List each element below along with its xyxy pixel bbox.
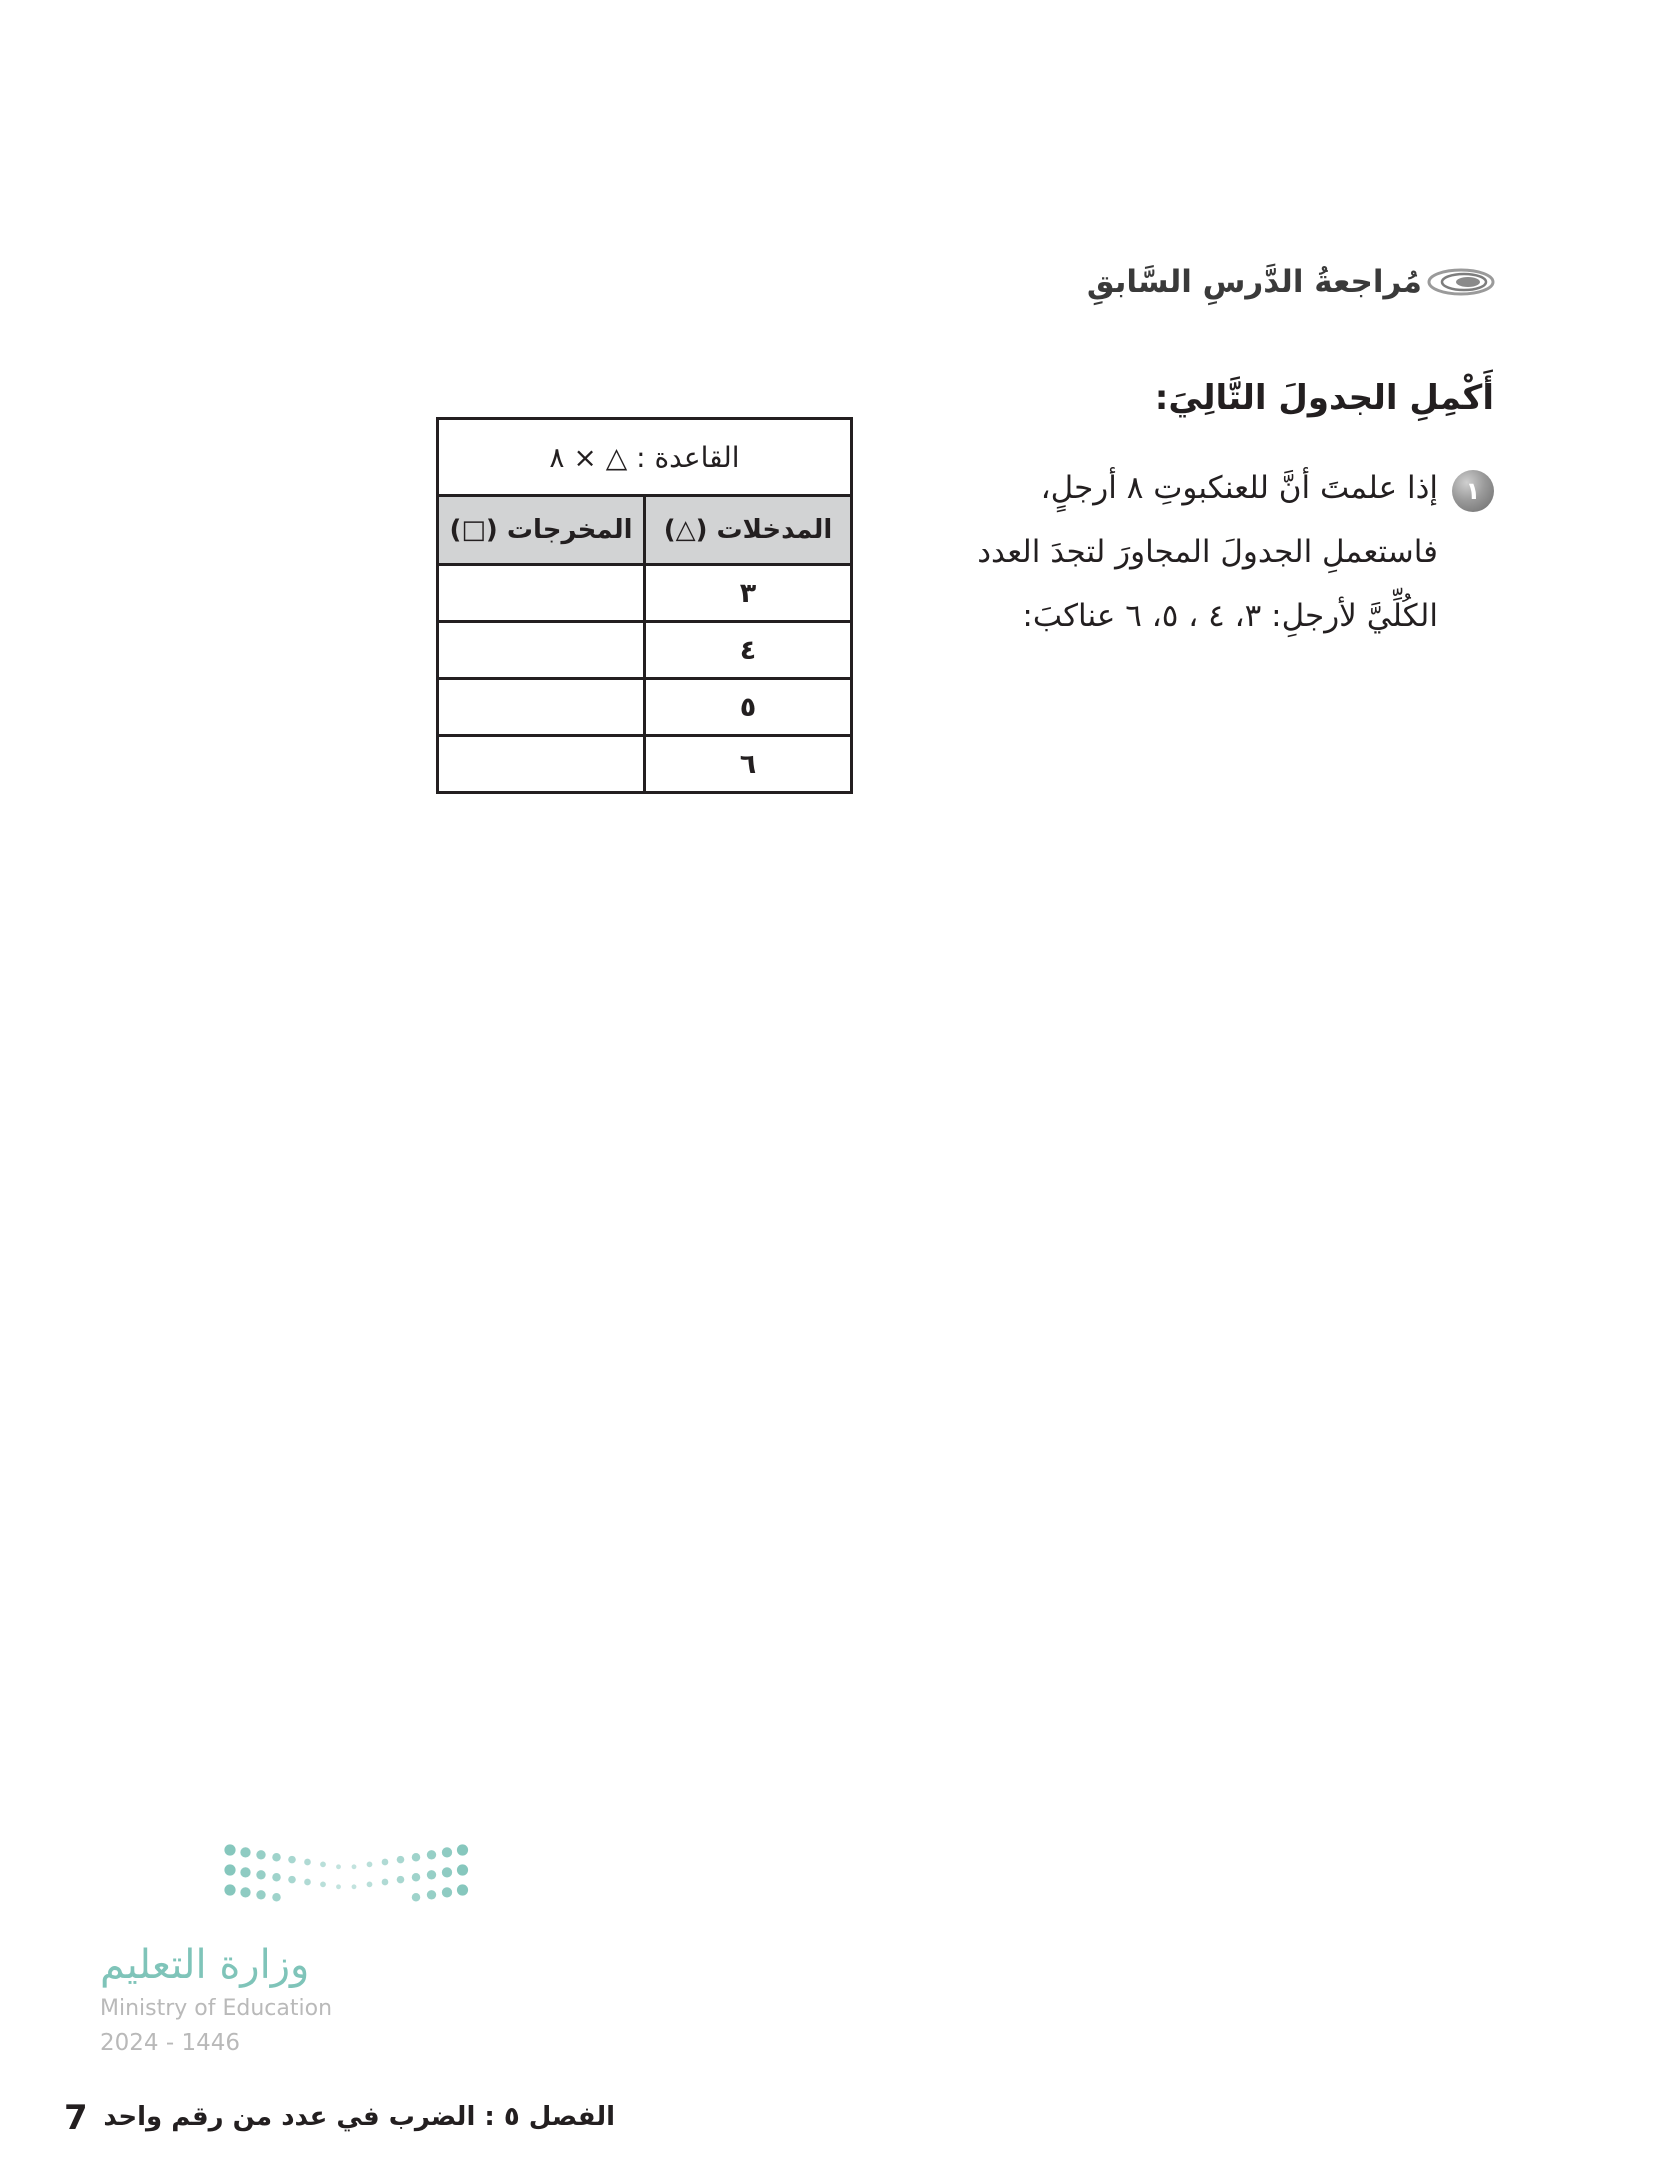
- input-cell: ٦: [645, 736, 852, 793]
- inputs-header: المدخلات (△): [645, 496, 852, 565]
- question-text-line: الكُلِّيَّ لأرجلِ: ٣، ٤ ، ٥، ٦ عناكبَ:: [1022, 598, 1438, 634]
- ministry-year: 2024 - 1446: [100, 2030, 240, 2056]
- ministry-logo-dots-icon: [222, 1840, 470, 1918]
- output-cell[interactable]: [438, 622, 645, 679]
- page-number: 7: [64, 2098, 88, 2138]
- instruction-heading: أَكْمِلِ الجدولَ التَّالِيَ:: [1154, 378, 1494, 418]
- question-text-line: فاستعملِ الجدولَ المجاورَ لتجدَ العدد: [977, 534, 1438, 570]
- table-row: [438, 736, 852, 793]
- table-row: [438, 622, 852, 679]
- function-table: [436, 417, 853, 794]
- table-rule-row: [438, 419, 852, 496]
- output-cell[interactable]: [438, 736, 645, 793]
- ministry-name-english: Ministry of Education: [100, 1996, 333, 2021]
- section-header: [896, 254, 1496, 310]
- input-cell: ٤: [645, 622, 852, 679]
- section-title: مُراجعةُ الدَّرسِ السَّابقِ: [1086, 264, 1422, 300]
- table-header-row: [438, 496, 852, 565]
- question-number-badge: ١: [1452, 470, 1494, 512]
- input-cell: ٥: [645, 679, 852, 736]
- output-cell[interactable]: [438, 565, 645, 622]
- question-text-line: إذا علمتَ أنَّ للعنكبوتِ ٨ أرجلٍ،: [1040, 470, 1438, 506]
- table-row: [438, 565, 852, 622]
- output-cell[interactable]: [438, 679, 645, 736]
- swirl-icon: [1426, 262, 1496, 302]
- chapter-title: الفصل ٥ : الضرب في عدد من رقم واحد: [103, 2102, 615, 2132]
- outputs-header: المخرجات (□): [438, 496, 645, 565]
- rule-cell: القاعدة : △ × ٨: [438, 419, 852, 496]
- table-row: [438, 679, 852, 736]
- ministry-name-arabic: وزارة التعليم: [100, 1942, 310, 1988]
- input-cell: ٣: [645, 565, 852, 622]
